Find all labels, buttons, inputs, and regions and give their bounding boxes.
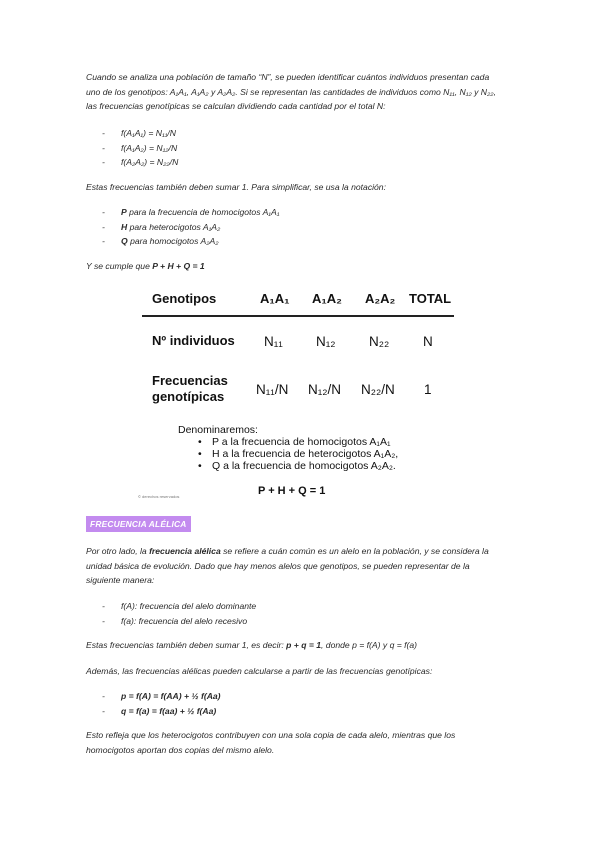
note-item: • H a la frecuencia de heterocigotos A₁A₂,	[198, 448, 399, 460]
closing-line-2: homocigotos aportan dos copias del mismo alelo.	[86, 744, 275, 755]
genotype-table-figure	[140, 283, 460, 503]
list-item: - f(A₁A₂) = N₁₂/N	[102, 142, 178, 153]
cell-total-n: N	[423, 334, 433, 349]
list-item: - p = f(A) = f(AA) + ½ f(Aa)	[102, 691, 221, 701]
note-item: • Q a la frecuencia de homocigotos A₂A₂.	[198, 460, 396, 472]
condition-line: Y se cumple que P + H + Q = 1	[86, 261, 205, 271]
cell-n12-n: N₁₂/N	[308, 382, 342, 397]
note-title: Denominaremos:	[178, 424, 258, 436]
section-title: FRECUENCIA ALÉLICA	[86, 516, 191, 532]
allele-formula-list	[102, 689, 221, 718]
sum-note: Estas frecuencias también deben sumar 1. Para simplificar, se usa la notación:	[86, 182, 386, 192]
cell-total-1: 1	[424, 382, 432, 397]
genotype-frequency-list	[102, 126, 178, 170]
rights-notice: © derechos reservados	[138, 494, 180, 499]
header-a2a2: A₂A₂	[365, 291, 396, 306]
cell-n22-n: N₂₂/N	[361, 382, 395, 397]
closing-paragraph	[86, 728, 516, 757]
header-a1a2: A₁A₂	[312, 291, 342, 306]
allele-sum-line: Estas frecuencias también deben sumar 1, es decir: p + q = 1, donde p = f(A) y q = f(a)	[86, 640, 418, 650]
notation-list	[102, 205, 279, 249]
row-label-individuos: Nº individuos	[152, 333, 235, 348]
allele-list	[102, 599, 256, 628]
row-label-frecuencias: Frecuencias genotípicas	[152, 373, 228, 404]
list-item: - P para la frecuencia de homocigotos A₁A₁	[102, 207, 280, 217]
cell-n22: N₂₂	[369, 334, 390, 349]
intro-line-1: Cuando se analiza una población de tamaño “N”, se pueden identificar cuántos individuos presentan cada	[86, 72, 490, 82]
allele-intro-paragraph	[86, 544, 516, 588]
intro-paragraph	[86, 70, 516, 114]
allele-calc-note: Además, las frecuencias alélicas pueden calcularse a partir de las frecuencias genotípicas:	[86, 666, 433, 676]
cell-n11-n: N₁₁/N	[256, 382, 289, 397]
list-item: - H para heterocigotos A₁A₂	[102, 221, 221, 232]
list-item: - Q para homocigotos A₂A₂	[102, 236, 219, 247]
cell-n11: N₁₁	[264, 334, 283, 349]
allele-intro-line-3: siguiente manera:	[86, 575, 155, 586]
cell-n12: N₁₂	[316, 334, 336, 349]
allele-intro-line-2: unidad básica de evolución. Dado que hay menos alelos que genotipos, se pueden representar de la	[86, 560, 470, 571]
figure-formula: P + H + Q = 1	[258, 485, 326, 497]
closing-line-1: Esto refleja que los heterocigotos contribuyen con una sola copia de cada alelo, mientras que los	[86, 730, 456, 740]
header-a1a1: A₁A₁	[260, 291, 290, 306]
header-genotipos: Genotipos	[152, 291, 217, 306]
list-item: - f(a): frecuencia del alelo recesivo	[102, 615, 248, 626]
allele-intro-line-1: Por otro lado, la frecuencia alélica se refiere a cuán común es un alelo en la población, y se considera la	[86, 546, 489, 556]
list-item: - f(A): frecuencia del alelo dominante	[102, 601, 257, 611]
list-item: - f(A₂A₂) = N₂₂/N	[102, 157, 179, 168]
header-total: TOTAL	[409, 291, 452, 306]
intro-line-3: las frecuencias genotípicas se calculan dividiendo cada cantidad por el total N:	[86, 101, 386, 112]
list-item: - q = f(a) = f(aa) + ½ f(Aa)	[102, 705, 217, 716]
intro-line-2: uno de los genotipos: A₁A₁, A₁A₂ y A₂A₂. Si se representan las cantidades de individuos como N₁₁, N₁₂ y N₂₂,	[86, 86, 496, 97]
list-item: - f(A₁A₁) = N₁₁/N	[102, 128, 177, 138]
figure-note	[178, 424, 398, 472]
note-item: • P a la frecuencia de homocigotos A₁A₁	[198, 436, 391, 448]
table-divider	[142, 315, 454, 317]
